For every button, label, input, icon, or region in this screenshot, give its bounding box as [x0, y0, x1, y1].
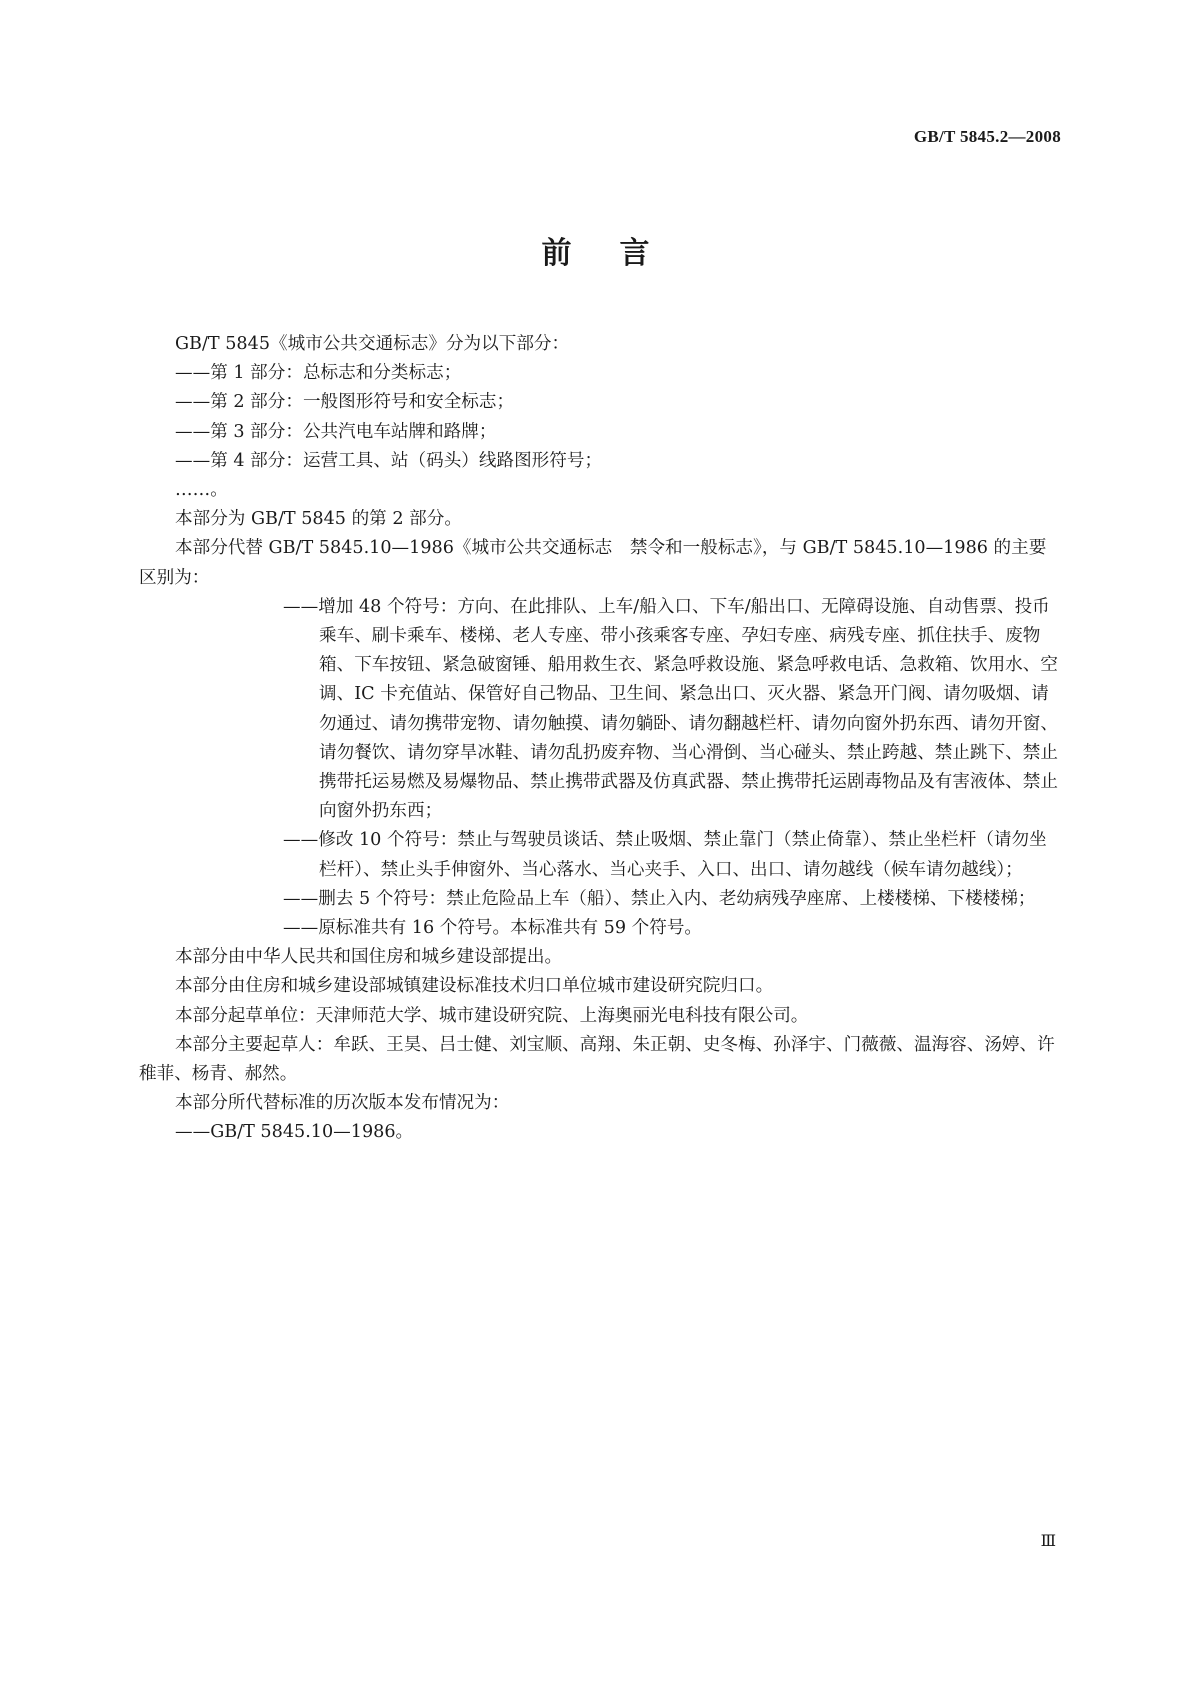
this-part-paragraph: 本部分为 GB/T 5845 的第 2 部分。 — [175, 509, 462, 530]
proposed-by-paragraph: 本部分由中华人民共和国住房和城乡建设部提出。 — [175, 947, 563, 968]
list-item-symbol-total: ——原标准共有 16 个符号。本标准共有 59 个符号。 — [283, 918, 703, 939]
list-item-part-3: ——第 3 部分：公共汽电车站牌和路牌； — [175, 421, 497, 442]
ellipsis-line: ……。 — [175, 480, 228, 501]
foreword-body — [139, 330, 1059, 1148]
page-title: 前言 — [541, 236, 698, 271]
drafters-paragraph: 本部分主要起草人：牟跃、王昊、吕士健、刘宝顺、高翔、朱正朝、史冬梅、孙泽宇、门薇薇、温海容、汤婷、许稚菲、杨青、郝然。 — [139, 1034, 1055, 1085]
page-number: Ⅲ — [1040, 1533, 1056, 1550]
standard-number: GB/T 5845.2—2008 — [913, 127, 1061, 146]
list-item-part-4: ——第 4 部分：运营工具、站（码头）线路图形符号； — [175, 450, 603, 471]
list-item-history: ——GB/T 5845.10—1986。 — [175, 1122, 414, 1143]
drafting-units-paragraph: 本部分起草单位：天津师范大学、城市建设研究院、上海奥丽光电科技有限公司。 — [175, 1005, 809, 1026]
list-item-deleted-symbols: ——删去 5 个符号：禁止危险品上车（船）、禁止入内、老幼病残孕座席、上楼楼梯、下楼楼梯； — [283, 888, 1036, 909]
intro-paragraph: GB/T 5845《城市公共交通标志》分为以下部分： — [175, 334, 570, 354]
list-item-part-1: ——第 1 部分：总标志和分类标志； — [175, 363, 462, 384]
managed-by-paragraph: 本部分由住房和城乡建设部城镇建设标准技术归口单位城市建设研究院归口。 — [175, 976, 774, 997]
replaces-paragraph: 本部分代替 GB/T 5845.10—1986《城市公共交通标志 禁令和一般标志》，与 GB/T 5845.10—1986 的主要区别为： — [139, 538, 1047, 588]
list-item-modified-symbols: ——修改 10 个符号：禁止与驾驶员谈话、禁止吸烟、禁止靠门（禁止倚靠）、禁止坐栏杆（请勿坐栏杆）、禁止头手伸窗外、当心落水、当心夹手、入口、出口、请勿越线（候车请勿越线）； — [283, 830, 1047, 880]
history-intro-paragraph: 本部分所代替标准的历次版本发布情况为： — [175, 1093, 510, 1114]
list-item-part-2: ——第 2 部分：一般图形符号和安全标志； — [175, 392, 515, 413]
list-item-added-symbols: ——增加 48 个符号：方向、在此排队、上车/船入口、下车/船出口、无障碍设施、自动售票、投币乘车、刷卡乘车、楼梯、老人专座、带小孩乘客专座、孕妇专座、病残专座、抓住扶手、废物箱、下车按钮、紧急破窗锤、船用救生衣、紧急呼救设施、紧急呼救电话、急救箱、饮用水、空调、IC 卡充值站、保管好自己物品、卫生间、紧急出口、灭火器、紧急开门阀、请勿吸烟、请勿通过、请勿携带宠物、请勿触摸、请勿躺卧、请勿翻越栏杆、请勿向窗外扔东西、请勿开窗、请勿餐饮、请勿穿旱冰鞋、请勿乱扔废弃物、当心滑倒、当心碰头、禁止跨越、禁止跳下、禁止携带托运易燃及易爆物品、禁止携带武器及仿真武器、禁止携带托运剧毒物品及有害液体、禁止向窗外扔东西； — [283, 596, 1058, 822]
